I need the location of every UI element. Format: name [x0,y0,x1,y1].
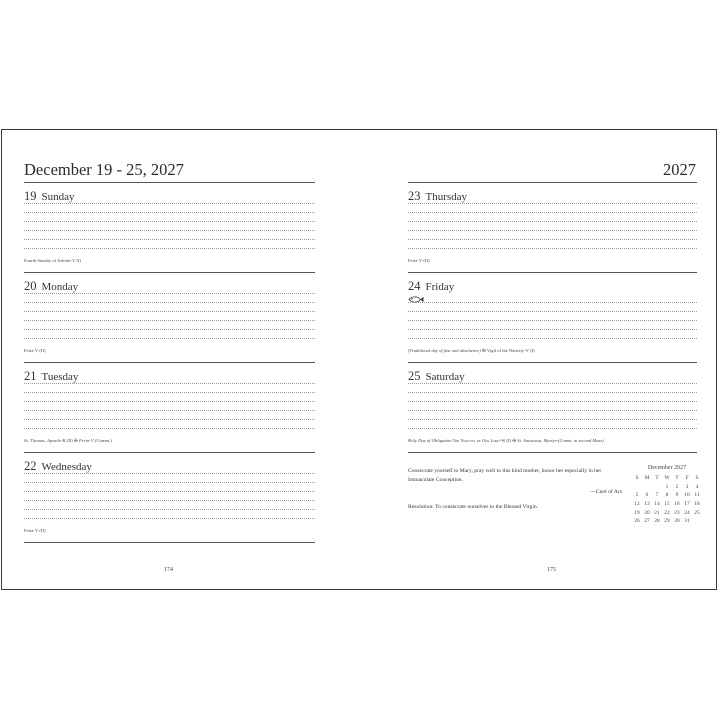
writing-line[interactable] [24,302,315,303]
date-cell: 12 [634,501,640,508]
writing-line[interactable] [24,509,315,510]
right-page [359,130,716,589]
liturgical-note: Feria-V (II) [24,348,46,353]
date-cell: 29 [664,518,670,525]
date-cell: 8 [665,492,669,499]
day-name: Saturday [425,371,465,383]
date-cell [642,483,652,492]
day-heading [408,279,454,294]
writing-line[interactable] [408,329,697,330]
liturgical-note: Feria-V (II) [24,528,46,533]
day-number: 25 [408,369,421,383]
writing-line[interactable] [24,212,315,213]
resolution-text: Resolution: To consecrate ourselves to the Blessed Virgin. [408,504,539,510]
week-row [632,491,702,500]
date-cell: 21 [654,509,660,516]
date-cell: 24 [684,509,690,516]
day-name: Wednesday [41,461,92,473]
date-cell: 18 [694,501,700,508]
day-divider [24,542,315,543]
weekday-label: W [664,475,670,482]
liturgical-note: Feria-V (II) [408,258,430,263]
date-cell: 28 [654,518,660,525]
writing-line[interactable] [24,311,315,312]
left-page [2,130,359,589]
writing-line[interactable] [24,410,315,411]
date-cell: 10 [684,492,690,499]
date-cell [692,517,702,526]
writing-line[interactable] [24,428,315,429]
mini-calendar-grid [632,474,702,526]
date-cell: 9 [675,492,679,499]
date-cell: 1 [665,483,669,490]
writing-line[interactable] [24,482,315,483]
writing-line[interactable] [24,320,315,321]
quote-block [408,467,622,512]
writing-line[interactable] [408,383,697,384]
liturgical-note: Holy Day of Obligation The Nativity of Our Lord-W (I) ✠ St. Anastasia, Martyr-(Comm. in second Mass) [408,438,604,443]
writing-line[interactable] [408,428,697,429]
liturgical-note: St. Thomas, Apostle-R (II) ✠ Feria-V (Comm.) [24,438,112,443]
writing-line[interactable] [24,500,315,501]
day-name: Thursday [425,191,468,203]
writing-line[interactable] [24,230,315,231]
writing-line[interactable] [408,311,697,312]
date-cell: 19 [634,509,640,516]
writing-line[interactable] [408,212,697,213]
date-cell: 30 [674,518,680,525]
writing-line[interactable] [408,203,697,204]
week-row [632,517,702,526]
weekday-label: T [675,475,679,482]
day-heading [24,279,78,294]
day-block-sunday[interactable] [24,183,315,273]
date-cell: 11 [694,492,700,499]
date-cell: 20 [644,509,650,516]
writing-line[interactable] [24,329,315,330]
writing-line[interactable] [408,410,697,411]
writing-line[interactable] [24,491,315,492]
writing-line[interactable] [408,338,697,339]
day-number: 22 [24,459,37,473]
date-cell: 15 [664,501,670,508]
day-name: Monday [41,281,79,293]
writing-line[interactable] [408,392,697,393]
writing-line[interactable] [408,230,697,231]
weekday-label: F [685,475,689,482]
writing-line[interactable] [24,419,315,420]
writing-line[interactable] [408,401,697,402]
day-block-tuesday[interactable] [24,363,315,453]
quote-text: Consecrate yourself to Mary, pray well to this kind mother, honor her especially in her Immaculate Conception. [408,468,602,483]
day-number: 23 [408,189,421,203]
weekday-label: S [635,475,639,482]
writing-line[interactable] [24,518,315,519]
writing-line[interactable] [24,293,315,294]
quote-attribution: —Curé of Ars [590,489,622,495]
day-name: Sunday [41,191,75,203]
date-cell: 6 [645,492,649,499]
date-cell: 5 [635,492,639,499]
writing-line[interactable] [408,302,697,303]
day-heading [24,369,78,384]
date-cell: 4 [695,483,699,490]
date-cell: 7 [655,492,659,499]
weekday-label: M [644,475,650,482]
date-cell: 16 [674,501,680,508]
day-name: Tuesday [41,371,79,383]
day-block-wednesday[interactable] [24,453,315,543]
date-cell: 26 [634,518,640,525]
day-heading [24,459,92,474]
date-cell [652,483,662,492]
day-number: 24 [408,279,421,293]
date-cell: 13 [644,501,650,508]
writing-line[interactable] [408,320,697,321]
date-cell: 17 [684,501,690,508]
day-block-monday[interactable] [24,273,315,363]
writing-line[interactable] [408,221,697,222]
writing-line[interactable] [24,383,315,384]
writing-line[interactable] [24,338,315,339]
writing-line[interactable] [24,239,315,240]
date-cell: 3 [685,483,689,490]
week-row [632,508,702,517]
mini-calendar-title: December 2027 [647,465,687,471]
weekday-label: S [695,475,699,482]
writing-line[interactable] [408,248,697,249]
date-cell: 23 [674,509,680,516]
day-block-thursday[interactable] [408,183,697,273]
date-cell: 22 [664,509,670,516]
day-number: 19 [24,189,37,203]
week-row [632,500,702,509]
day-number: 20 [24,279,37,293]
weekday-label: T [655,475,659,482]
writing-line[interactable] [24,392,315,393]
day-heading [24,189,75,204]
liturgical-note: (Traditional day of fast and abstinence) ✠ Vigil of the Nativity-V (I) [408,348,535,353]
day-name: Friday [425,281,455,293]
writing-line[interactable] [408,239,697,240]
date-cell: 2 [675,483,679,490]
day-number: 21 [24,369,37,383]
planner-spread [1,129,717,590]
writing-line[interactable] [24,221,315,222]
day-block-friday[interactable] [408,273,697,363]
week-row [632,483,702,492]
day-block-saturday[interactable] [408,363,697,453]
day-divider [408,452,697,453]
weekday-row [632,474,702,483]
writing-line[interactable] [24,401,315,402]
date-cell: 14 [654,501,660,508]
week-title: December 19 - 25, 2027 [24,160,184,179]
writing-line[interactable] [408,419,697,420]
liturgical-note: Fourth Sunday of Advent-V (I) [24,258,82,263]
day-heading [408,369,465,384]
date-cell [632,483,642,492]
page-number: 174 [164,567,173,573]
date-cell: 27 [644,518,650,525]
page-number: 175 [547,567,556,573]
day-heading [408,189,467,204]
writing-line[interactable] [24,473,315,474]
year-title: 2027 [663,160,696,179]
writing-line[interactable] [24,248,315,249]
mini-calendar [632,465,702,526]
writing-line[interactable] [24,203,315,204]
date-cell: 31 [684,518,690,525]
date-cell: 25 [694,509,700,516]
